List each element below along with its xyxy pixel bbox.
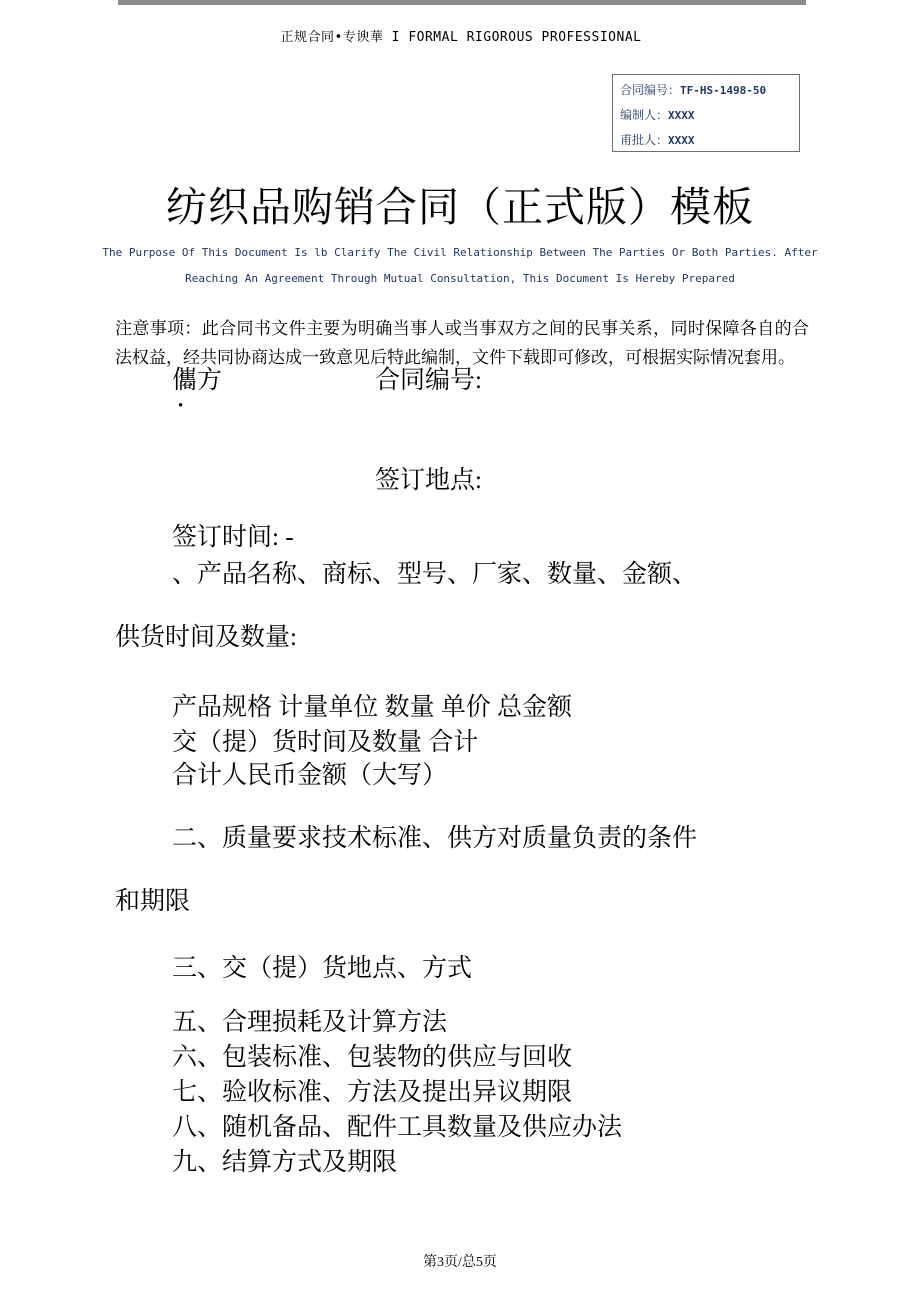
preparer-value: XXXX [668, 109, 695, 122]
small-dot: • [178, 398, 184, 414]
section-2-continuation: 和期限 [115, 888, 191, 915]
document-title: 纺织品购销合同（正式版）模板 [166, 184, 754, 230]
contract-number-label: 合同编号： [620, 83, 681, 97]
product-attributes-heading: 、产品名称、商标、型号、厂家、数量、金额、 [172, 561, 698, 588]
contract-number-value: TF-HS-1498-50 [680, 84, 767, 97]
page-number-footer: 第3页/总5页 [423, 1255, 497, 1270]
section-5-heading: 五、合理损耗及计算方法 [172, 1009, 448, 1036]
section-7-heading: 七、验收标准、方法及提出异议期限 [172, 1079, 573, 1106]
inline-contract-number-label: 合同编号: [375, 367, 482, 394]
notice-paragraph: 注意事项：此合同书文件主要为明确当事人或当事双方之间的民事关系，同时保障各自的合法权益，经共同协商达成一致意见后特此编制，文件下载即可修改，可根据实际情况套用。 [115, 319, 809, 367]
preparer-row [620, 103, 799, 128]
sign-place-label: 签订地点: [375, 467, 482, 494]
approver-label: 甫批人： [620, 133, 669, 147]
contract-number-row [620, 78, 799, 103]
sections-list [172, 1005, 622, 1180]
supply-time-quantity-heading: 供货时间及数量: [115, 624, 297, 651]
section-2-heading: 二、质量要求技术标准、供方对质量负责的条件 [172, 825, 698, 852]
approver-value: XXXX [668, 134, 695, 147]
preparer-label: 编制人： [620, 108, 669, 122]
total-amount-line: 合计人民币金额（大写） [172, 762, 448, 789]
contract-info-box [612, 74, 800, 152]
header-tagline: 正规合同•专谀華 I FORMAL RIGOROUS PROFESSIONAL [280, 30, 642, 45]
spec-header-line: 产品规格 计量单位 数量 单价 总金额 [172, 694, 573, 721]
approver-row [620, 128, 799, 153]
delivery-time-line: 交（提）货时间及数量 合计 [172, 729, 479, 756]
english-subtitle-line-1: The Purpose Of This Document Is lb Clarify The Civil Relationship Between The Parties Or Both Parties. After [102, 246, 818, 259]
section-8-heading: 八、随机备品、配件工具数量及供应办法 [172, 1114, 623, 1141]
top-horizontal-rule [118, 0, 806, 5]
party-label: 儶方 [172, 367, 223, 394]
section-6-heading: 六、包装标准、包装物的供应与回收 [172, 1044, 573, 1071]
section-3-heading: 三、交（提）货地点、方式 [172, 955, 473, 982]
sign-time-label: 签订时间: - [172, 524, 294, 551]
section-9-heading: 九、结算方式及期限 [172, 1149, 398, 1176]
english-subtitle-line-2: Reaching An Agreement Through Mutual Consultation, This Document Is Hereby Prepared [185, 272, 735, 285]
